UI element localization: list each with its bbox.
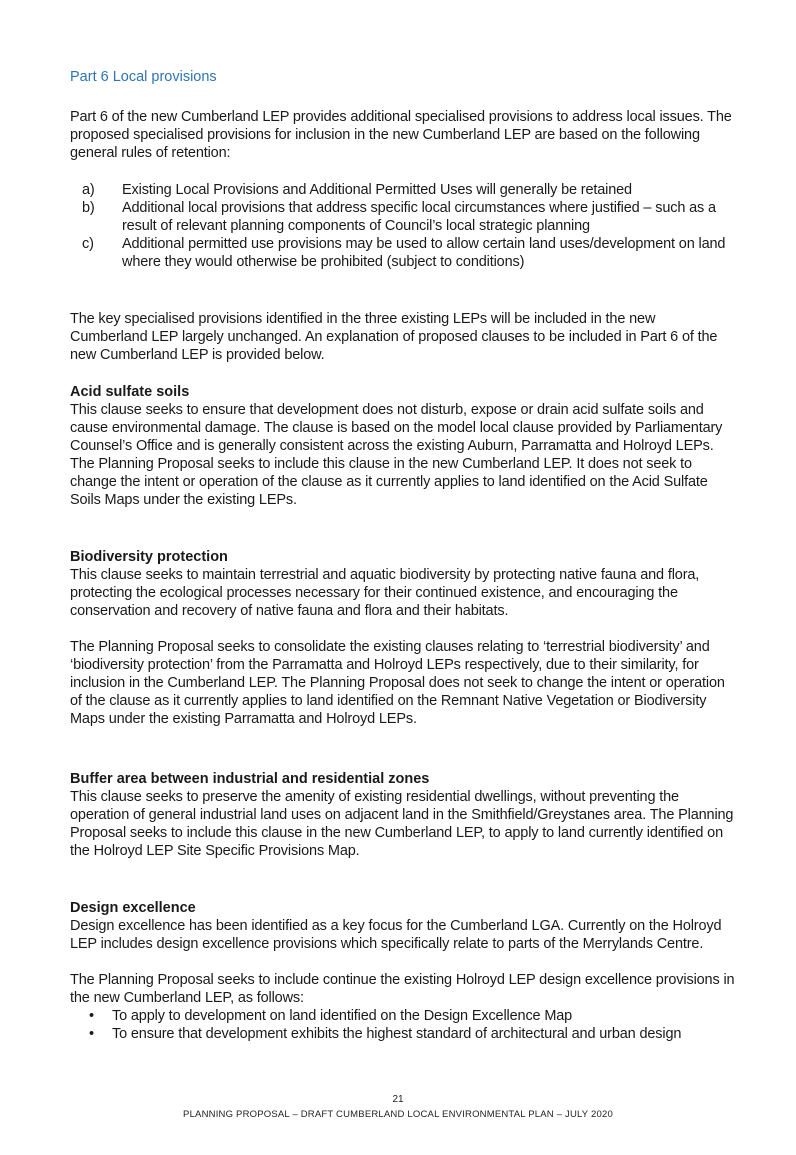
- design-excellence-heading: Design excellence: [70, 900, 196, 916]
- buffer-area-body: This clause seeks to preserve the amenity of existing residential dwellings, without preventing the operation of general industrial land uses on adjacent land in the Smithfield/Greystanes area. The Planning Proposal seeks to include this clause in the new Cumberland LEP, to apply to land currently identified on the Holroyd LEP Site Specific Provisions Map.: [70, 789, 734, 859]
- buffer-area-heading: Buffer area between industrial and residential zones: [70, 771, 430, 787]
- design-excellence-section: [70, 899, 735, 1043]
- design-excellence-body-2: The Planning Proposal seeks to include continue the existing Holroyd LEP design excellence provisions in the new Cumberland LEP, as follows:: [70, 972, 735, 1006]
- acid-sulfate-heading: Acid sulfate soils: [70, 384, 190, 400]
- acid-sulfate-body: This clause seeks to ensure that development does not disturb, expose or drain acid sulfate soils and cause environmental damage. The clause is based on the model local clause provided by Parliamentary Counsel’s Office and is generally consistent across the existing Auburn, Parramatta and Holroyd LEPs. The Planning Proposal seeks to include this clause in the new Cumberland LEP. It does not seek to change the intent or operation of the clause as it currently applies to land identified on the Acid Sulfate Soils Maps under the existing LEPs.: [70, 402, 723, 508]
- biodiversity-section: [70, 548, 735, 728]
- bullet-icon: •: [89, 1026, 94, 1042]
- footer-text: PLANNING PROPOSAL – DRAFT CUMBERLAND LOCAL ENVIRONMENTAL PLAN – JULY 2020: [183, 1109, 613, 1120]
- page-number: 21: [392, 1094, 404, 1105]
- rule-item-b: b) Additional local provisions that address specific local circumstances where justified – such as a result of relevant planning components of Council’s local strategic planning: [82, 200, 716, 234]
- bullet-icon: •: [89, 1008, 94, 1024]
- design-excellence-bullets: [70, 1007, 735, 1043]
- design-excellence-body-1: Design excellence has been identified as a key focus for the Cumberland LGA. Currently on the Holroyd LEP includes design excellence provisions which specifically relate to parts of the Merrylands Centre.: [70, 918, 722, 952]
- biodiversity-body-2: The Planning Proposal seeks to consolidate the existing clauses relating to ‘terrestrial biodiversity’ and ‘biodiversity protection’ from the Parramatta and Holroyd LEPs respectively, due to their similarity, for inclusion in the Cumberland LEP. The Planning Proposal does not seek to change the intent or operation of the clause as it currently applies to land identified on the Remnant Native Vegetation or Biodiversity Maps under the existing Parramatta and Holroyd LEPs.: [70, 639, 725, 727]
- retention-rules-list: [70, 181, 735, 271]
- key-provisions-paragraph: The key specialised provisions identified in the three existing LEPs will be included in the new Cumberland LEP largely unchanged. An explanation of proposed clauses to be included in Part 6 of the new Cumberland LEP is provided below.: [70, 311, 718, 363]
- intro-text: Part 6 of the new Cumberland LEP provides additional specialised provisions to address local issues. The proposed specialised provisions for inclusion in the new Cumberland LEP are based on the following general rules of retention:: [70, 109, 732, 161]
- design-bullet-1: • To apply to development on land identified on the Design Excellence Map: [89, 1008, 573, 1024]
- buffer-area-section: [70, 770, 735, 860]
- acid-sulfate-section: [70, 383, 735, 509]
- intro-paragraph: [70, 108, 735, 162]
- rule-item-c: c) Additional permitted use provisions may be used to allow certain land uses/development on land where they would otherwise be prohibited (subject to conditions): [82, 236, 726, 270]
- biodiversity-body-1: This clause seeks to maintain terrestrial and aquatic biodiversity by protecting native fauna and flora, protecting the ecological processes necessary for their continued existence, and encouraging the conservation and recovery of native fauna and flora and their habitats.: [70, 567, 700, 619]
- biodiversity-heading: Biodiversity protection: [70, 549, 228, 565]
- design-bullet-2: • To ensure that development exhibits the highest standard of architectural and urban design: [89, 1026, 682, 1042]
- section-title: Part 6 Local provisions: [70, 69, 217, 85]
- rule-item-a: a) Existing Local Provisions and Additional Permitted Uses will generally be retained: [82, 182, 632, 198]
